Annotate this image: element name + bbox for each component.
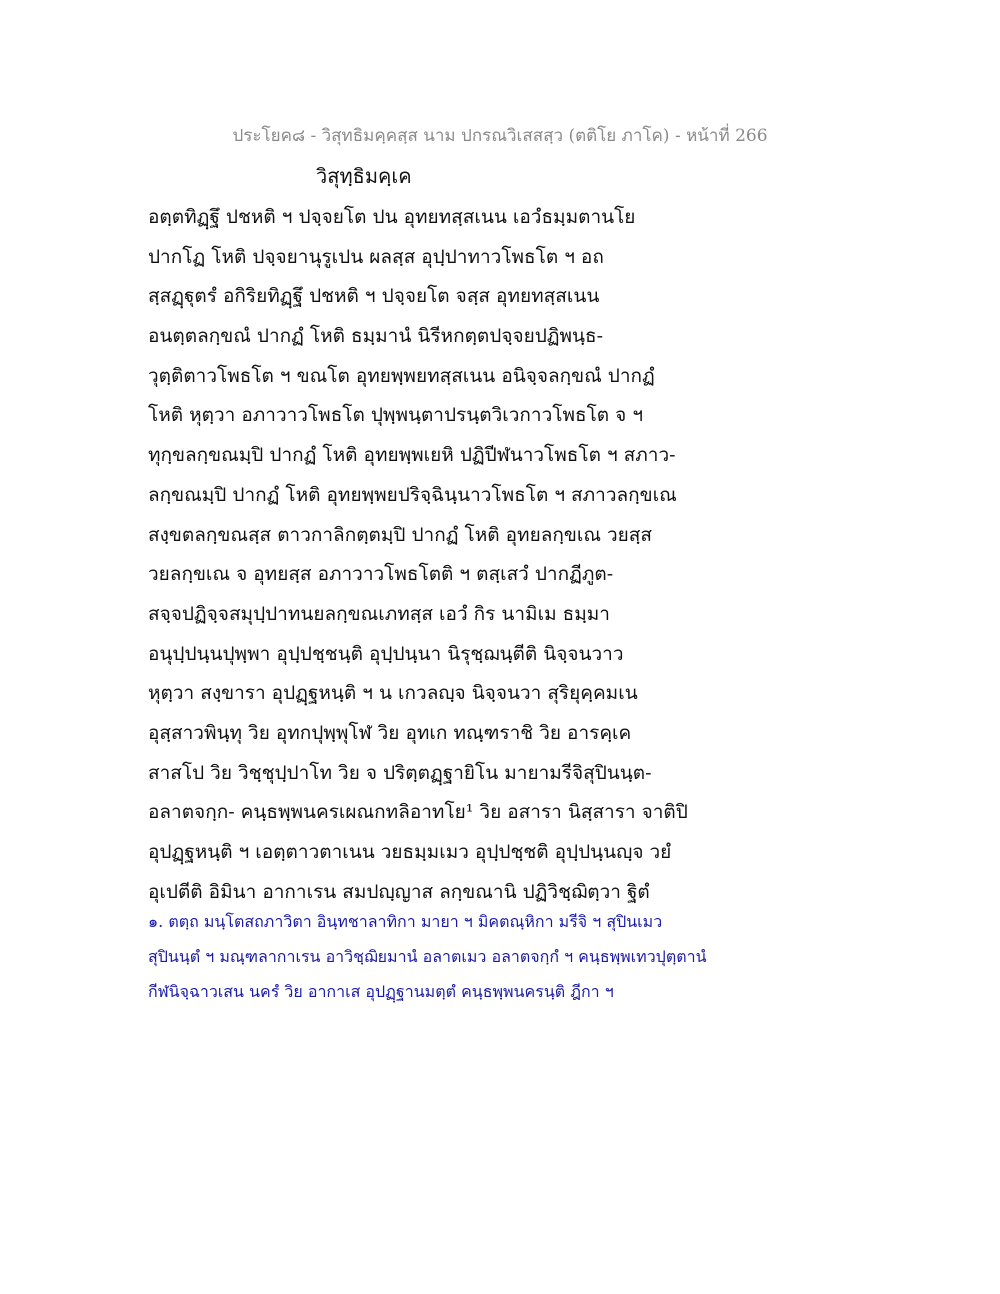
body-line: สงฺขตลกฺขณสฺส ตาวกาลิกตฺตมฺปิ ปากฏํ โหติ อุทยลกฺขเณ วยสฺส [148, 523, 652, 546]
body-line: โหติ หุตฺวา อภาวาวโพธโต ปุพฺพนฺตาปรนฺตวิเวกาวโพธโต จ ฯ [148, 404, 643, 427]
body-line: อุเปตีติ อิมินา อากาเรน สมปญฺญาส ลกฺขณานิ ปฏิวิชฺฌิตฺวา ฐิตํ [148, 880, 650, 903]
body-line: อลาตจกฺก- คนฺธพฺพนครเผณกทลิอาทโย¹ วิย อสารา นิสฺสารา จาติปิ [148, 801, 688, 824]
running-header: ประโยค๘ - วิสุทธิมคฺคสฺส นาม ปกรณวิเสสสฺว (ตติโย ภาโค) - หน้าที่ 266 [232, 126, 768, 146]
section-title: วิสุทฺธิมคฺเค [316, 164, 412, 188]
body-line: อตฺตทิฏฺฐึ ปชหติ ฯ ปจฺจยโต ปน อุทยทสฺสเนน เอวํธมฺมตานโย [148, 206, 636, 228]
footnote-line: กีฬนิจฺฉาวเสน นครํ วิย อากาเส อุปฏฺฐานมตฺตํ คนฺธพฺพนครนฺติ ฎีกา ฯ [148, 982, 614, 1001]
body-line: สาสโป วิย วิชฺชุปฺปาโท วิย จ ปริตฺตฏฺฐายิโน มายามรีจิสุปินนฺต- [148, 761, 652, 784]
body-line: สฺสฏฺฐุตรํ อกิริยทิฏฺฐึ ปชหติ ฯ ปจฺจยโต จสฺส อุทยทสฺสเนน [148, 285, 600, 308]
body-line: อนตฺตลกฺขณํ ปากฏํ โหติ ธมฺมานํ นิรีหกตฺตปจฺจยปฏิพนฺธ- [148, 325, 604, 348]
body-line: ลกฺขณมฺปิ ปากฏํ โหติ อุทยพฺพยปริจฺฉินฺนาวโพธโต ฯ สภาวลกฺขเณ [148, 483, 677, 506]
body-line: สจฺจปฏิจฺจสมุปฺปาทนยลกฺขณเภทสฺส เอวํ กิร นามิเม ธมฺมา [148, 602, 610, 625]
body-line: ปากโฏ โหติ ปจฺจยานุรูเปน ผลสฺส อุปฺปาทาวโพธโต ฯ อถ [148, 245, 604, 268]
body-line: วยลกฺขเณ จ อุทยสฺส อภาวาวโพธโตติ ฯ ตสฺเสวํ ปากฏีภูต- [148, 563, 614, 586]
footnotes [148, 904, 868, 1009]
body-line: ทุกฺขลกฺขณมฺปิ ปากฏํ โหติ อุทยพฺพเยหิ ปฏิปีฬนาวโพธโต ฯ สภาว- [148, 444, 676, 467]
body-line: อุปฏฺฐหนฺติ ฯ เอตฺตาวตาเนน วยธมฺมเมว อุปฺปชฺชติ อุปฺปนฺนญฺจ วยํ [148, 841, 672, 863]
footnote-line: สุปินนฺตํ ฯ มณฺฑลากาเรน อาวิชฺฌิยมานํ อลาตเมว อลาตจกฺกํ ฯ คนฺธพฺพเทวปุตฺตานํ [148, 947, 707, 966]
body-line: อนุปฺปนฺนปุพฺพา อุปฺปชฺชนฺติ อุปฺปนฺนา นิรุชฺฌนฺตีติ นิจฺจนวาว [148, 642, 624, 665]
body-line: อุสฺสาวพินฺทุ วิย อุทกปุพฺพุโฬ วิย อุทเก ทณฺฑราชิ วิย อารคฺเค [148, 721, 632, 744]
body-line: วุตฺติตาวโพธโต ฯ ขณโต อุทยพฺพยทสฺสเนน อนิจฺจลกฺขณํ ปากฏํ [148, 364, 655, 387]
body-text [148, 198, 768, 912]
body-line: หุตฺวา สงฺขารา อุปฏฺฐหนฺติ ฯ น เกวลญฺจ นิจฺจนวา สุริยุคฺคมเน [148, 682, 638, 705]
footnote-line: ๑. ตตฺถ มนฺโตสถภาวิตา อินฺทชาลาทิกา มายา ฯ มิคตณฺหิกา มรีจิ ฯ สุปินเมว [148, 912, 663, 931]
